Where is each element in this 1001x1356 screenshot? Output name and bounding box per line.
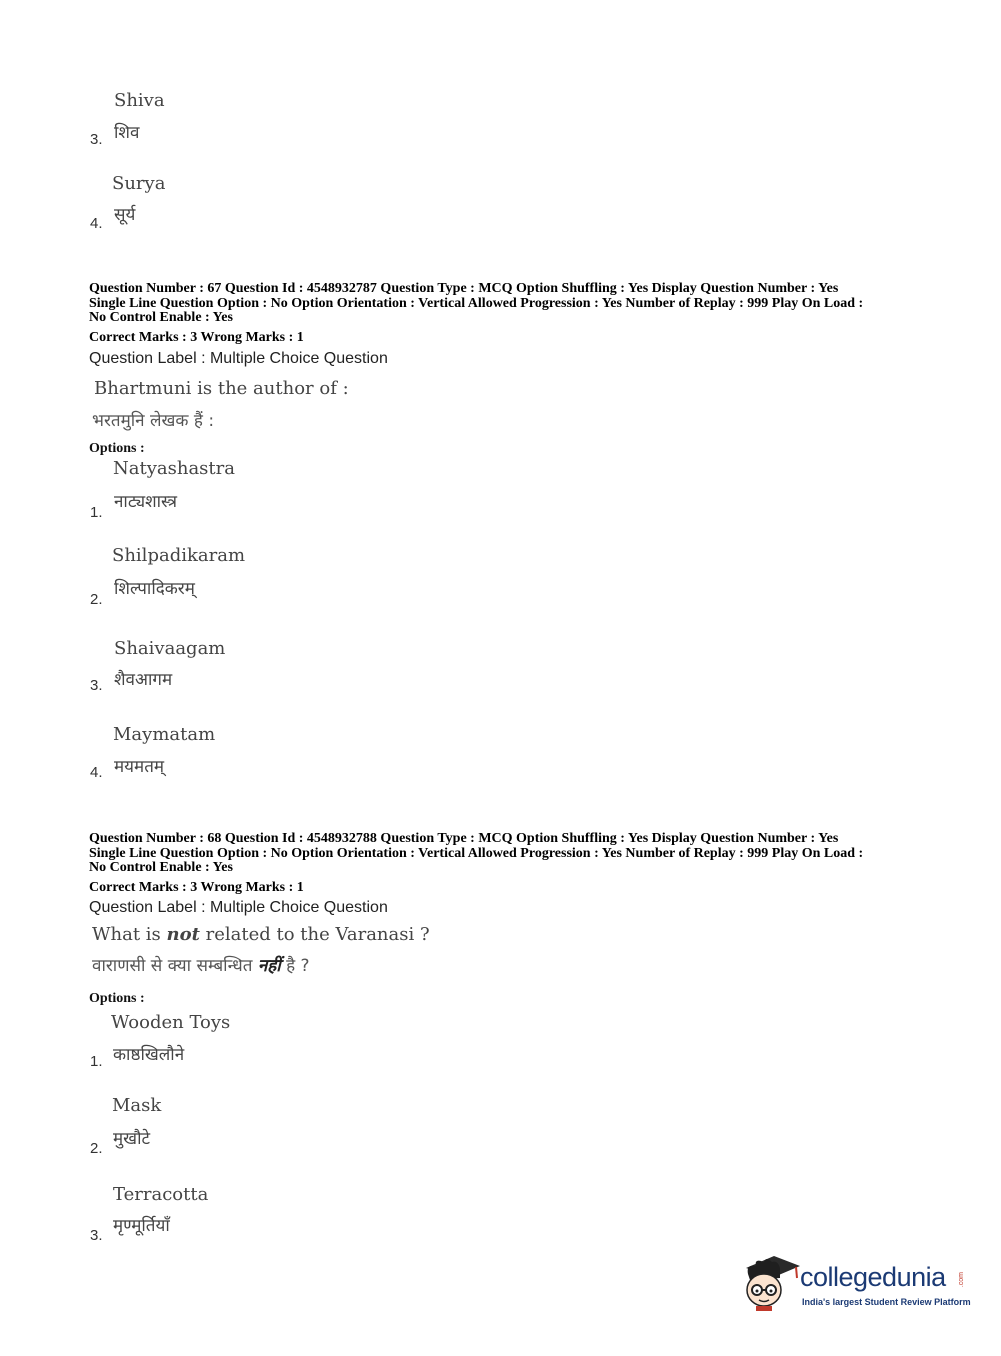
q68-meta-line2: Single Line Question Option : No Option Orientation : Vertical Allowed Progression : Yes Number of Replay : 999 Play On Load : (89, 845, 864, 861)
q67-meta-line2: Single Line Question Option : No Option Orientation : Vertical Allowed Progression : Yes Number of Replay : 999 Play On Load : (89, 295, 864, 311)
q67-option-2-en[interactable]: Shilpadikaram (112, 545, 246, 566)
q68-option-2-number: 2. (90, 1140, 103, 1157)
q67-option-4-en[interactable]: Maymatam (113, 724, 216, 745)
q68-option-2-hi[interactable]: मुखौटे (113, 1129, 151, 1149)
q68-question-label: Question Label : Multiple Choice Question (89, 899, 388, 916)
q67-option-1-en[interactable]: Natyashastra (113, 458, 235, 479)
q67-option-4-number: 4. (90, 764, 103, 781)
q68-question-hi-post: है ? (280, 956, 310, 976)
q67-meta-line1: Question Number : 67 Question Id : 4548932787 Question Type : MCQ Option Shuffling : Yes Display Question Number : Yes (89, 281, 839, 296)
q68-question-text-en (92, 924, 430, 945)
question-68-meta (89, 832, 929, 876)
q68-meta-line3: No Control Enable : Yes (89, 860, 233, 875)
q68-option-3-number: 3. (90, 1227, 103, 1244)
q68-options-label: Options : (89, 991, 145, 1006)
q67-question-label: Question Label : Multiple Choice Question (89, 350, 388, 367)
q67-option-3-hi[interactable]: शैवआगम (114, 670, 173, 690)
q67-option-1-hi[interactable]: नाट्यशास्त्र (114, 492, 178, 512)
logo-tagline: India's largest Student Review Platform (802, 1297, 971, 1307)
q68-question-hi-pre: वाराणसी से क्या सम्बन्धित (92, 956, 258, 976)
q67-marks: Correct Marks : 3 Wrong Marks : 1 (89, 330, 304, 345)
q67-meta-line3: No Control Enable : Yes (89, 310, 233, 325)
prev-option-4-en: Surya (112, 173, 166, 194)
prev-option-4-number: 4. (90, 215, 103, 232)
q68-question-en-pre: What is (92, 924, 167, 945)
q67-option-2-hi[interactable]: शिल्पादिकरम् (114, 579, 195, 599)
logo-suffix: .com (958, 1272, 965, 1288)
q68-option-1-number: 1. (90, 1053, 103, 1070)
q67-option-3-en[interactable]: Shaivaagam (114, 638, 226, 659)
collegedunia-logo[interactable] (740, 1250, 970, 1320)
q68-option-1-hi[interactable]: काष्ठखिलौने (113, 1045, 185, 1065)
q68-marks: Correct Marks : 3 Wrong Marks : 1 (89, 880, 304, 895)
q67-question-text-hi: भरतमुनि लेखक हैं : (92, 411, 215, 431)
q68-option-1-en[interactable]: Wooden Toys (111, 1012, 231, 1033)
q68-meta-line1: Question Number : 68 Question Id : 4548932788 Question Type : MCQ Option Shuffling : Yes Display Question Number : Yes (89, 831, 839, 846)
prev-option-4-hi: सूर्य (114, 205, 136, 225)
q68-question-hi-emphasis: नहीं (257, 956, 281, 976)
q67-option-1-number: 1. (90, 504, 103, 521)
logo-name: collegedunia (800, 1262, 946, 1292)
q68-question-en-emphasis: not (166, 924, 200, 945)
prev-option-3-en: Shiva (114, 90, 165, 111)
q67-question-text-en: Bhartmuni is the author of : (94, 378, 349, 399)
q67-option-2-number: 2. (90, 591, 103, 608)
prev-option-3-number: 3. (90, 131, 103, 148)
q67-option-4-hi[interactable]: मयमतम् (114, 757, 165, 777)
q67-options-label: Options : (89, 441, 145, 456)
q68-option-3-hi[interactable]: मृण्मूर्तियाँ (113, 1216, 170, 1236)
q68-option-3-en[interactable]: Terracotta (113, 1184, 209, 1205)
mascot-icon (740, 1250, 802, 1312)
q68-question-en-post: related to the Varanasi ? (199, 924, 430, 945)
prev-option-3-hi: शिव (114, 123, 140, 143)
question-67-meta (89, 282, 929, 326)
q68-option-2-en[interactable]: Mask (112, 1095, 162, 1116)
q67-option-3-number: 3. (90, 677, 103, 694)
q68-question-text-hi (92, 953, 310, 976)
